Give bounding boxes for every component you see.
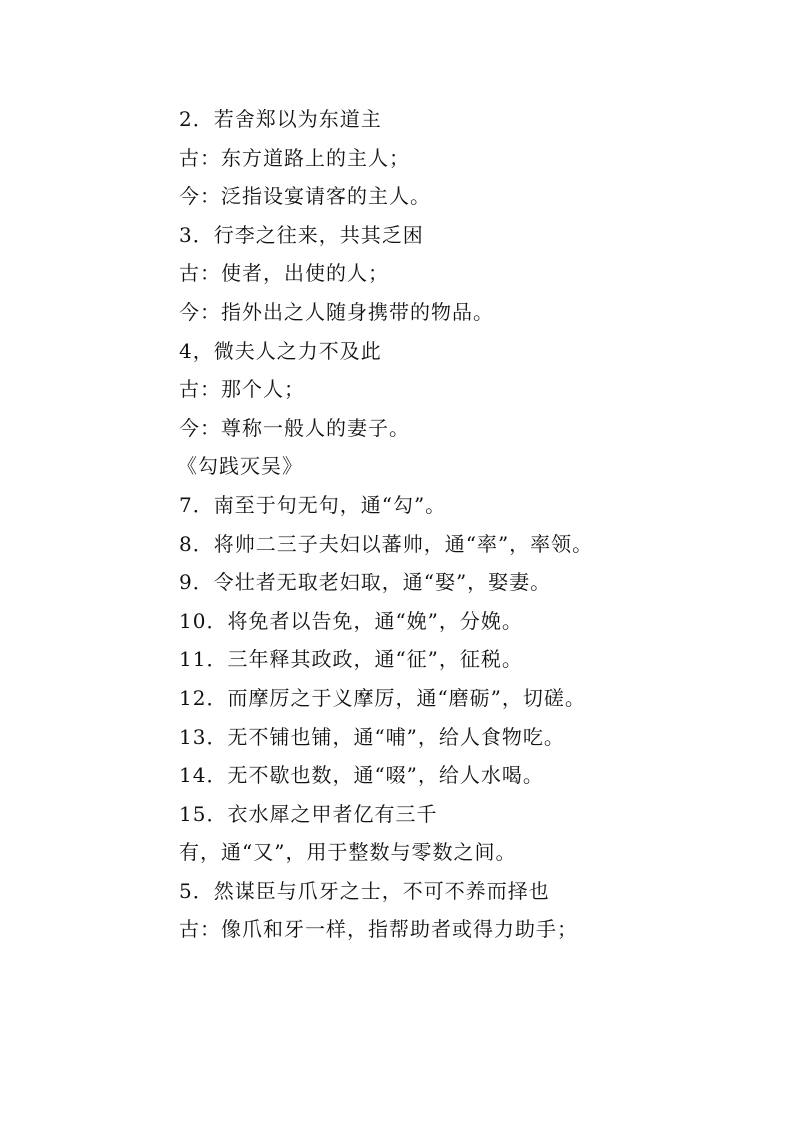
text-line: 9．令壮者无取老妇取，通“娶”，娶妻。 [179, 570, 552, 595]
section-title: 《勾践灭吴》 [177, 454, 303, 479]
text-line: 4，微夫人之力不及此 [179, 338, 382, 363]
text-line: 15．衣水犀之甲者亿有三千 [179, 801, 438, 826]
text-line: 5．然谋臣与爪牙之士，不可不养而择也 [179, 878, 550, 903]
document-body [179, 100, 739, 949]
text-line: 12．而摩厉之于义摩厉，通“磨砺”，切磋。 [179, 685, 586, 710]
text-line: 10．将免者以告免，通“娩”，分娩。 [179, 608, 523, 633]
text-line: 7．南至于句无句，通“勾”。 [179, 492, 447, 517]
text-line: 有，通“又”，用于整数与零数之间。 [179, 840, 517, 865]
text-line: 2．若舍郑以为东道主 [179, 107, 382, 131]
text-line: 今：尊称一般人的妻子。 [179, 415, 410, 440]
text-line: 8．将帅二三子夫妇以蕃帅，通“率”，率领。 [179, 531, 594, 556]
text-line: 古：东方道路上的主人； [179, 145, 410, 170]
text-line: 今：指外出之人随身携带的物品。 [179, 299, 494, 324]
text-line: 古：那个人； [179, 377, 305, 402]
text-line: 3．行李之往来，共其乏困 [179, 222, 424, 247]
text-line: 14．无不歇也数，通“啜”，给人水喝。 [179, 763, 544, 788]
text-line: 古：使者，出使的人； [179, 261, 389, 286]
text-line: 今：泛指设宴请客的主人。 [179, 184, 431, 209]
text-line: 13．无不铺也铺，通“哺”，给人食物吃。 [179, 724, 565, 749]
text-line: 古：像爪和牙一样，指帮助者或得力助手； [179, 917, 578, 942]
text-line: 11．三年释其政政，通“征”，征税。 [179, 647, 523, 672]
